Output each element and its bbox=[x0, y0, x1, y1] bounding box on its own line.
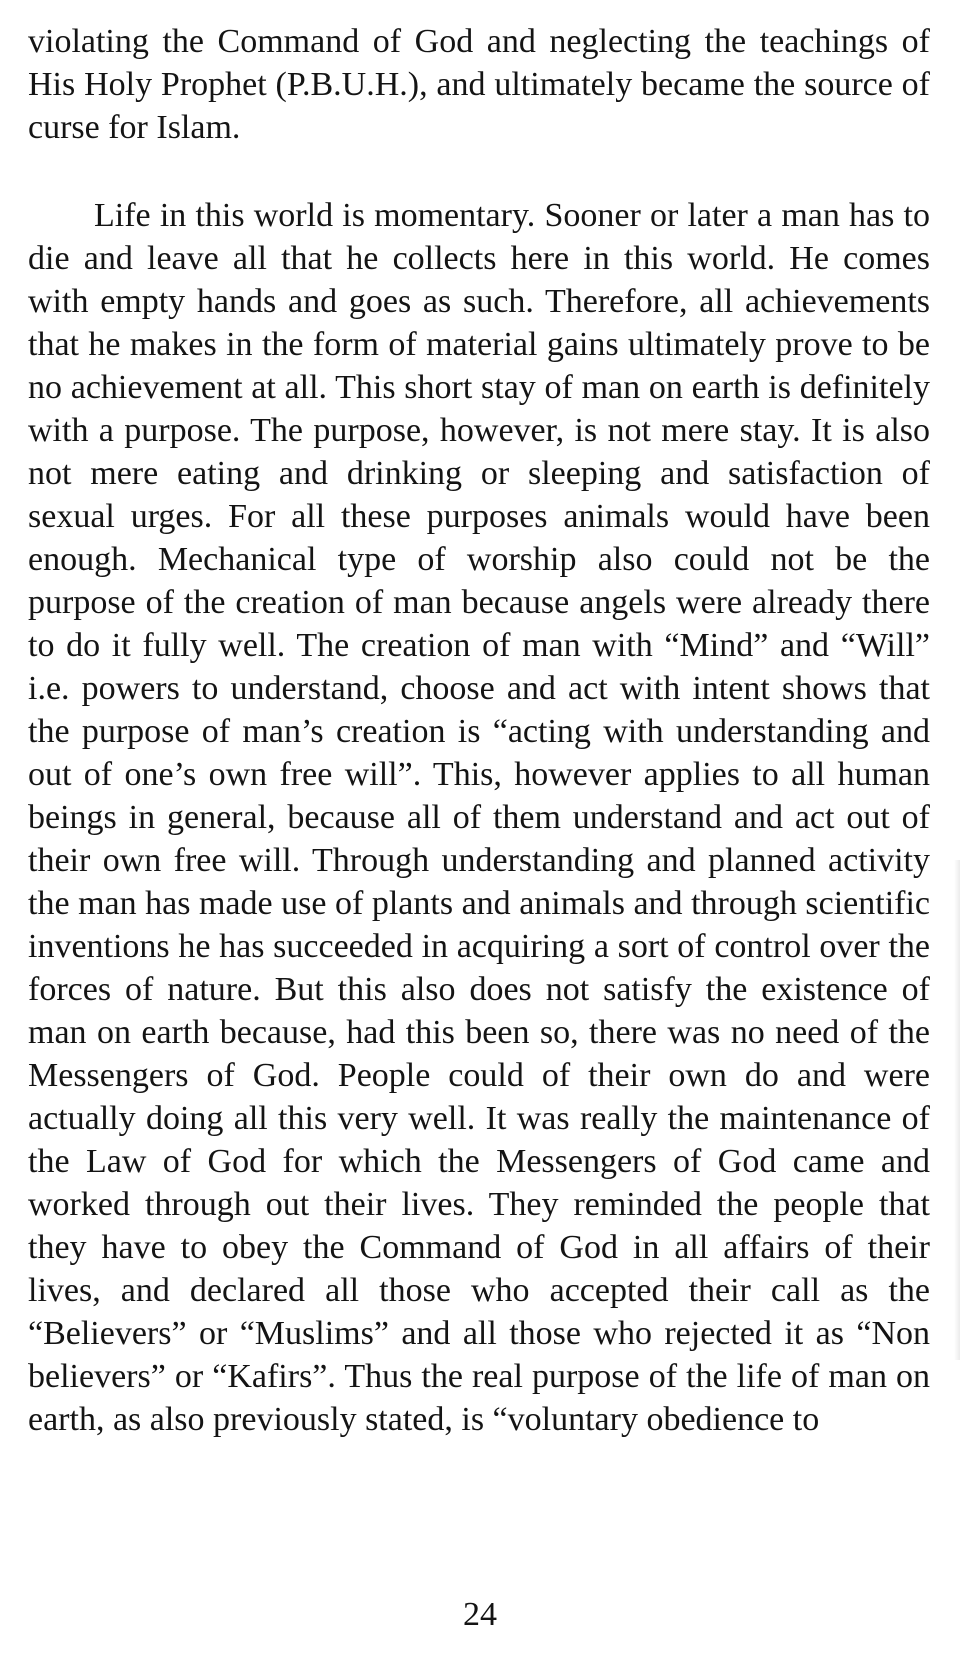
page-edge-shadow bbox=[954, 860, 960, 1360]
paragraph-text: Life in this world is momentary. Sooner or later a man has to die and leave all that he collects here in this world. He comes with empty hands and goes as such. Therefore, all achievements that he makes in the form of material gains ultimately prove to be no achievement at all. This short stay of man on earth is definitely with a purpose. The purpose, however, is not mere stay. It is also not mere eating and drinking or sleeping and satisfaction of sexual urges. For all these purposes animals would have been enough. Mechanical type of worship also could not be the purpose of the creation of man because angels were already there to do it fully well. The creation of man with “Mind” and “Will” i.e. powers to understand, choose and act with intent shows that the purpose of man’s creation is “acting with understanding and out of one’s own free will”. This, however applies to all human beings in general, because all of them understand and act out of their own free will. Through understanding and planned activity the man has made use of plants and animals and through scientific inventions he has succeeded in acquiring a sort of control over the forces of nature. But this also does not satisfy the existence of man on earth because, had this been so, there was no need of the Messengers of God. People could of their own do and were actually doing all this very well. It was really the maintenance of the Law of God for which the Messengers of God came and worked through out their lives. They reminded the people that they have to obey the Command of God in all affairs of their lives, and declared all those who accepted their call as the “Believers” or “Muslims” and all those who rejected it as “Non believers” or “Kafirs”. Thus the real purpose of the life of man on earth, as also previously stated, is “voluntary obedience to bbox=[28, 197, 930, 1438]
page-number: 24 bbox=[463, 1596, 497, 1633]
paragraph-main bbox=[28, 194, 930, 1441]
paragraph-continuation bbox=[28, 20, 930, 149]
paragraph-text: violating the Command of God and neglecting the teachings of His Holy Prophet (P.B.U.H.), and ultimately became the source of curse for Islam. bbox=[28, 23, 930, 146]
